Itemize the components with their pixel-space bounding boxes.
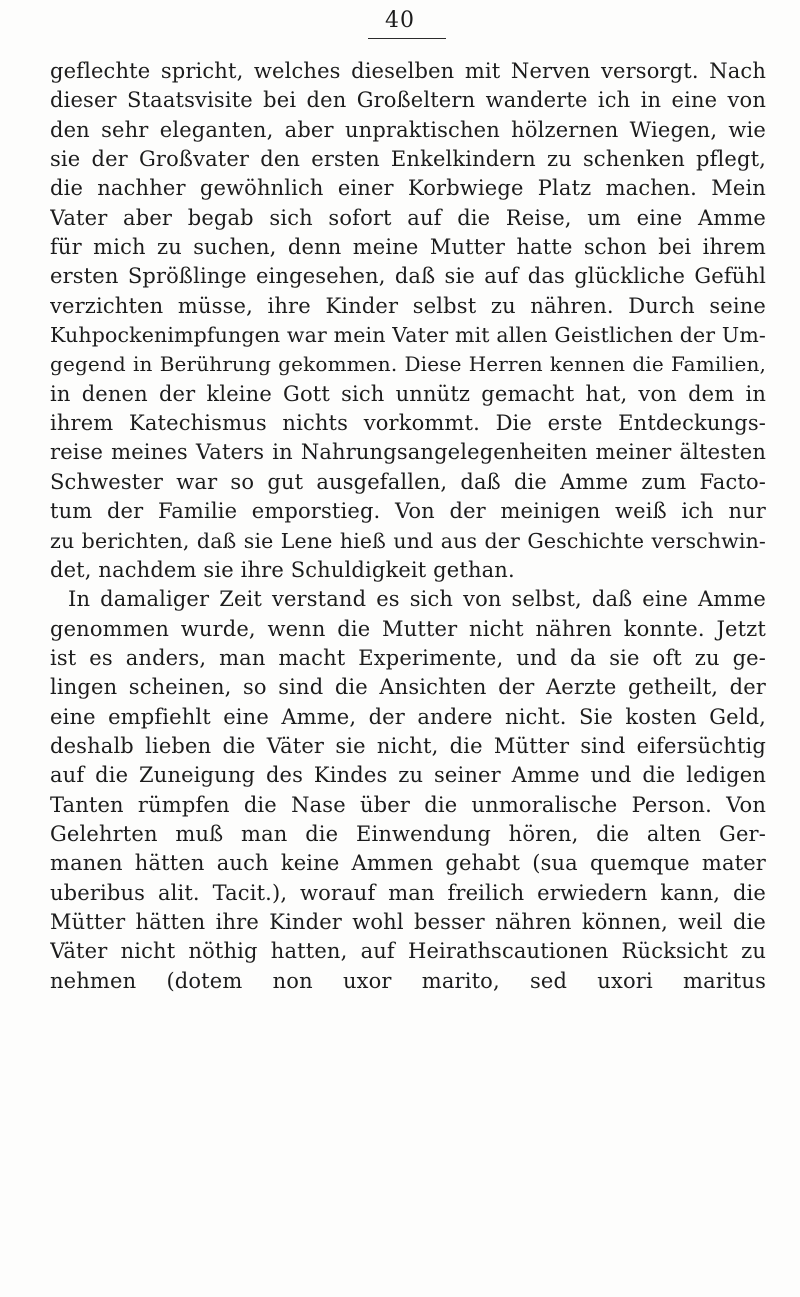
text-line: auf die Zuneigung des Kindes zu seiner Amme und die ledigen bbox=[50, 763, 766, 788]
body-text bbox=[50, 57, 766, 996]
text-line: Gelehrten muß man die Einwendung hören, die alten Ger- bbox=[50, 821, 766, 846]
text-line: genommen wurde, wenn die Mutter nicht nähren konnte. Jetzt bbox=[50, 616, 766, 641]
text-line: dieser Staatsvisite bei den Großeltern wanderte ich in eine von bbox=[50, 88, 766, 113]
text-line: lingen scheinen, so sind die Ansichten der Aerzte getheilt, der bbox=[50, 675, 766, 700]
text-line: deshalb lieben die Väter sie nicht, die Mütter sind eifersüchtig bbox=[50, 733, 766, 758]
text-line: Tanten rümpfen die Nase über die unmoralische Person. Von bbox=[50, 792, 766, 817]
text-line: Väter nicht nöthig hatten, auf Heirathscautionen Rücksicht zu bbox=[50, 939, 766, 964]
text-line: verzichten müsse, ihre Kinder selbst zu nähren. Durch seine bbox=[50, 293, 766, 318]
text-line: geflechte spricht, welches dieselben mit Nerven versorgt. Nach bbox=[50, 59, 766, 83]
text-line: manen hätten auch keine Ammen gehabt (sua quemque mater bbox=[50, 851, 766, 876]
text-line: reise meines Vaters in Nahrungsangelegenheiten meiner ältesten bbox=[50, 440, 766, 465]
text-line: det, nachdem sie ihre Schuldigkeit gethan. bbox=[50, 557, 515, 582]
text-line: die nachher gewöhnlich einer Korbwiege Platz machen. Mein bbox=[50, 176, 766, 201]
text-line: zu berichten, daß sie Lene hieß und aus der Geschichte verschwin- bbox=[50, 528, 766, 553]
text-line: tum der Familie emporstieg. Von der meinigen weiß ich nur bbox=[50, 499, 766, 524]
text-line: für mich zu suchen, denn meine Mutter hatte schon bei ihrem bbox=[50, 235, 766, 260]
text-line: in denen der kleine Gott sich unnütz gemacht hat, von dem in bbox=[50, 381, 766, 406]
text-line: ihrem Katechismus nichts vorkommt. Die erste Entdeckungs- bbox=[50, 411, 766, 436]
page-number: 40 bbox=[385, 8, 415, 33]
text-line: ersten Sprößlinge eingesehen, daß sie auf das glückliche Gefühl bbox=[50, 264, 766, 289]
text-line: sie der Großvater den ersten Enkelkindern zu schenken pflegt, bbox=[50, 147, 766, 172]
header-rule bbox=[368, 38, 446, 39]
text-line: Kuhpockenimpfungen war mein Vater mit allen Geistlichen der Um- bbox=[50, 323, 766, 348]
text-line: den sehr eleganten, aber unpraktischen hölzernen Wiegen, wie bbox=[50, 117, 766, 142]
text-line: gegend in Berührung gekommen. Diese Herren kennen die Familien, bbox=[50, 352, 766, 377]
text-line: nehmen (dotem non uxor marito, sed uxori maritus bbox=[50, 968, 766, 993]
text-line: Mütter hätten ihre Kinder wohl besser nähren können, weil die bbox=[50, 909, 766, 934]
text-line: Schwester war so gut ausgefallen, daß die Amme zum Facto- bbox=[50, 469, 766, 494]
text-line: ist es anders, man macht Experimente, und da sie oft zu ge- bbox=[50, 645, 766, 670]
text-line: uberibus alit. Tacit.), worauf man freilich erwiedern kann, die bbox=[50, 880, 766, 905]
text-line: In damaliger Zeit verstand es sich von selbst, daß eine Amme bbox=[68, 587, 766, 612]
text-line: eine empfiehlt eine Amme, der andere nicht. Sie kosten Geld, bbox=[50, 704, 766, 729]
text-line: Vater aber begab sich sofort auf die Reise, um eine Amme bbox=[50, 205, 766, 230]
